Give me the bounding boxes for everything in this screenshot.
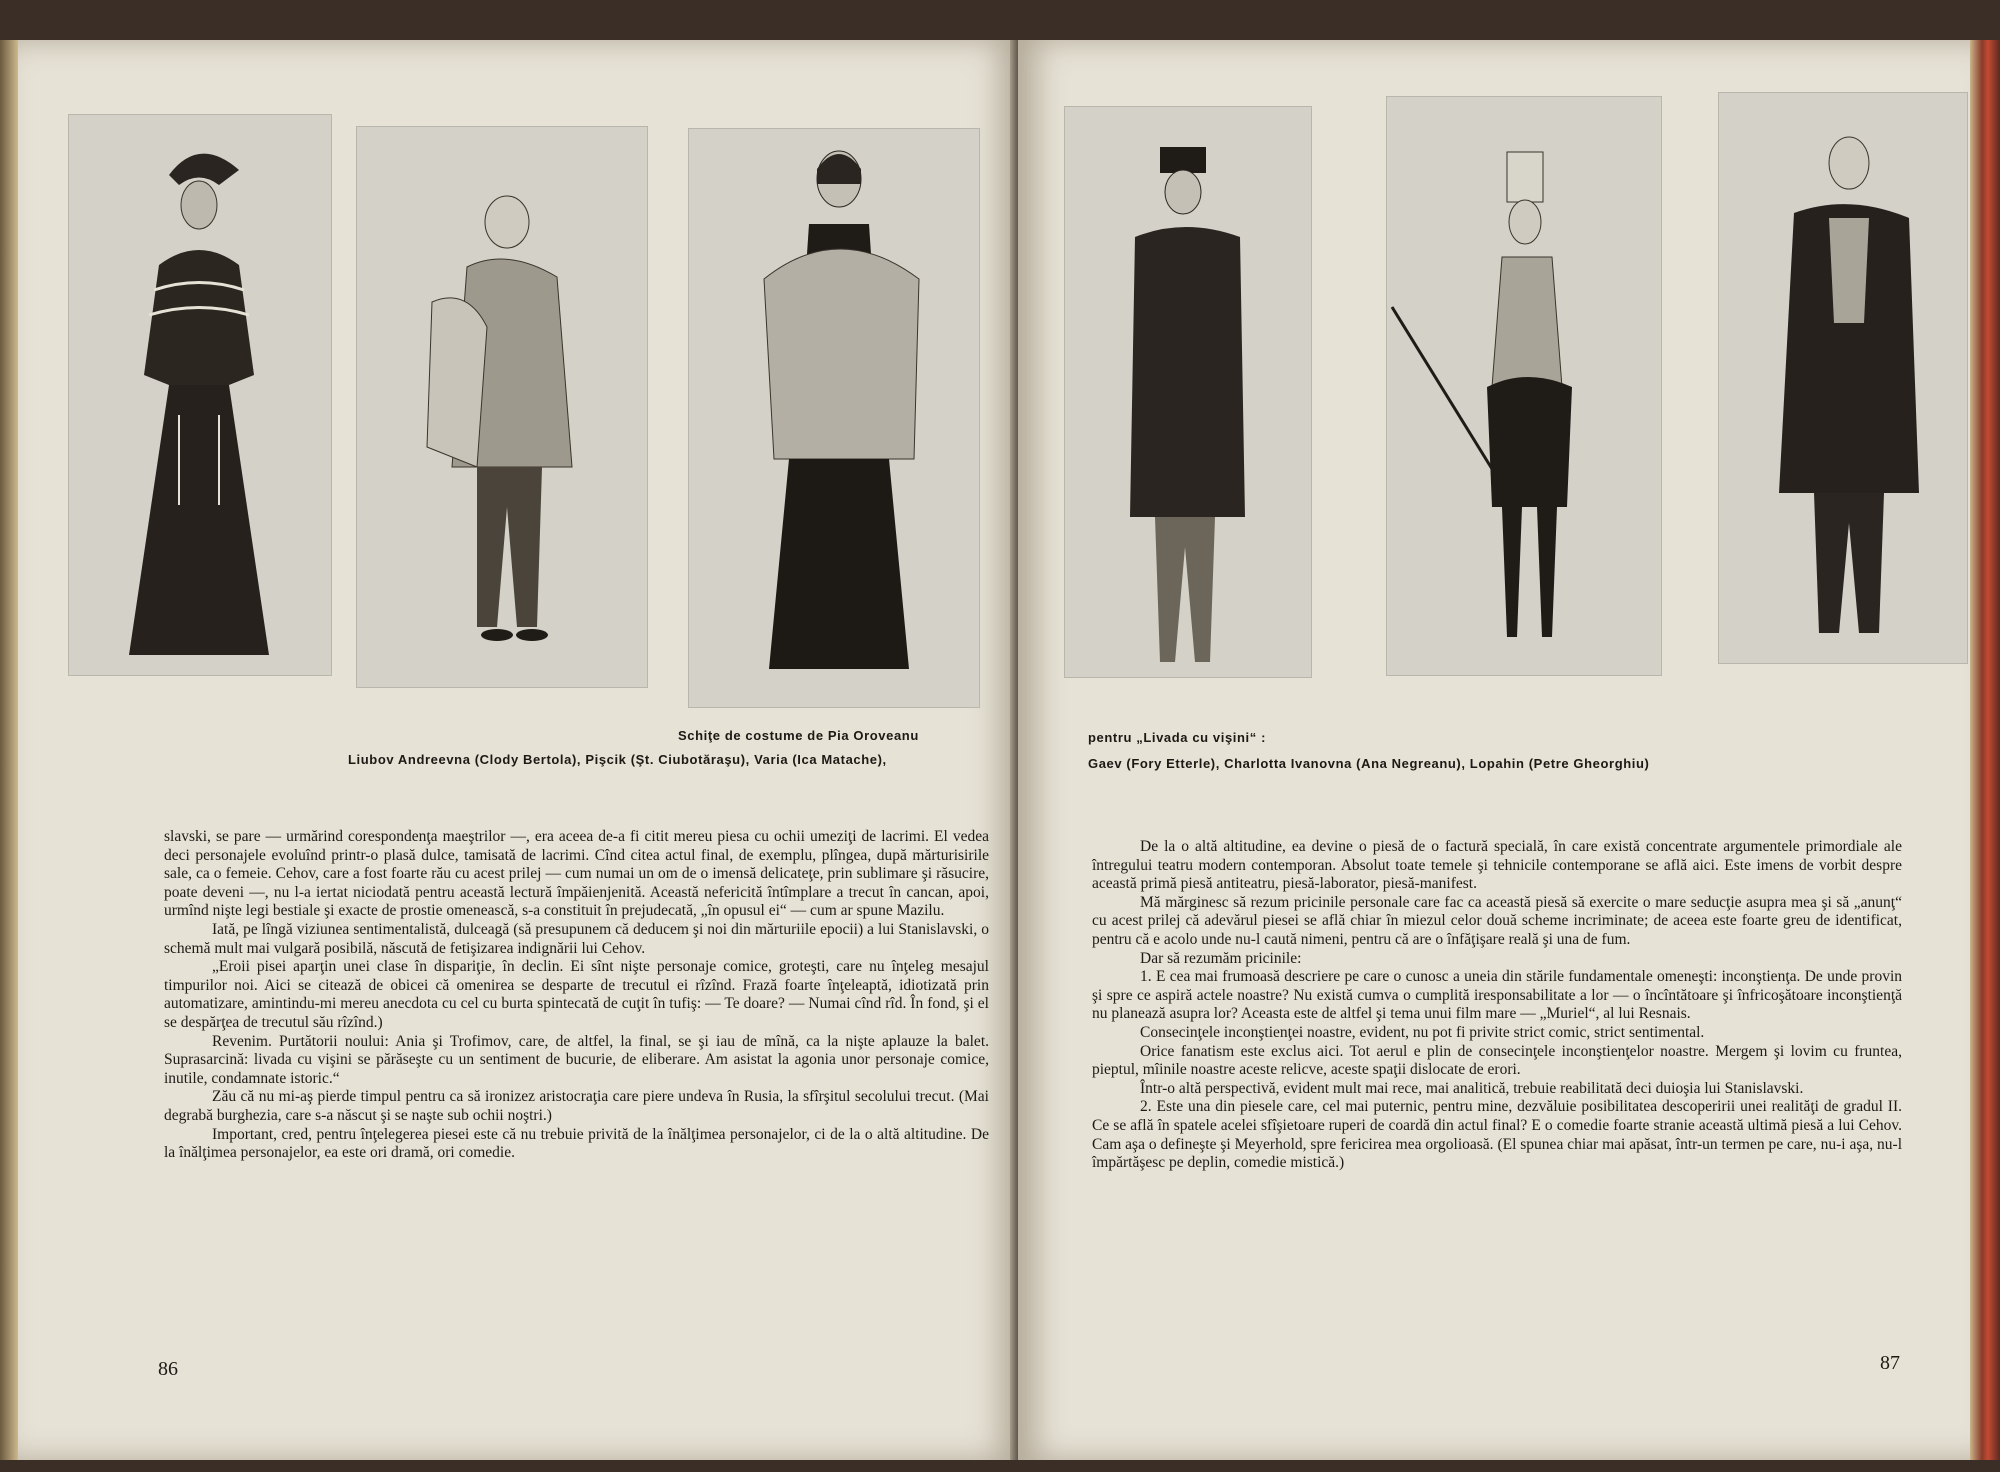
caption-line-2: Gaev (Fory Etterle), Charlotta Ivanovna (Ana Negreanu), Lopahin (Petre Gheorghiu): [1088, 756, 1650, 771]
right-page: [1018, 40, 1978, 1460]
paragraph: Mă mărginesc să rezum pricinile personale care fac ca această piesă să exercite o mare seducţie asupra mea şi să „anunţ“ cu acest prilej că adevărul piesei se află chiar în miezul celor două scheme incriminate; de aceea este foarte greu de identificat, pentru că e acolo unde nu-l caută nimeni, pentru că are o înfăţişare reală şi una de fum.: [1092, 893, 1902, 948]
caption-line-1: pentru „Livada cu vişini“ :: [1088, 730, 1267, 745]
costume-sketch-piscik: [356, 126, 648, 688]
paragraph: Revenim. Purtătorii noului: Ania şi Trofimov, care, de altfel, la final, se şi iau de mînă, ca la nişte aplauze la balet. Suprasarcină: livada cu vişini se părăseşte cu un sentiment de bucurie, de eliberare. Am asistat la agonia unor personaje comice, inutile, condamnate istoric.“: [164, 1032, 989, 1087]
page-number: 87: [1880, 1352, 1900, 1374]
costume-sketch-charlotta-ivanovna: [1386, 96, 1662, 676]
right-text-column: [1092, 838, 1902, 1173]
paragraph: 2. Este una din piesele care, cel mai puternic, pentru mine, dezvăluie posibilitatea descoperirii unei realităţi de gradul II. Ce se află în spatele acelei sfîşietoare ruperi de coardă din actul final? E o comedie foarte stranie această ultimă piesă a lui Cehov. Cam aşa o defineşte şi Meyerhold, spre fericirea mea orgolioasă. (El spunea chiar mai apăsat, într-un termen pe care, nu-i aşa, nu-l împărtăşesc pe deplin, comedie mistică.): [1092, 1098, 1902, 1172]
costume-sketch-varia: [688, 128, 980, 708]
paragraph: Dar să rezumăm pricinile:: [1140, 949, 1302, 967]
page-number: 86: [158, 1358, 178, 1380]
left-text-column: [164, 828, 989, 1163]
paragraph: 1. E cea mai frumoasă descriere pe care o cunosc a uneia din stările fundamentale omeneşti: inconştienţa. De unde provin şi spre ce aspiră actele noastre? Nu există cumva o cumplită iresponsabilitate a lor — o încîntătoare şi înfricoşătoare inconştienţă nu planează asupra lor? Aceasta este de altfel şi tema unui film mare — „Muriel“, al lui Resnais.: [1092, 968, 1902, 1023]
book-edge-right: [1970, 40, 2000, 1460]
costume-sketch-gaev: [1064, 106, 1312, 678]
paragraph: De la o altă altitudine, ea devine o piesă de o factură specială, în care există concentrate argumentele primordiale ale întregului teatru modern contemporan. Absolut toate temele şi tehnicile contemporane se află aici. Este imens de vorbit despre această primă piesă antiteatru, piesă-laborator, piesă-manifest.: [1092, 838, 1902, 893]
paragraph: Important, cred, pentru înţelegerea piesei este că nu trebuie privită de la înălţimea personajelor, ci de la o altă altitudine. De la înălţimea personajelor, ea este ori dramă, ori comedie.: [164, 1125, 989, 1162]
paragraph: Într-o altă perspectivă, evident mult mai rece, mai analitică, trebuie reabilitată deci duioşia lui Stanislavski.: [1140, 1079, 1804, 1097]
caption-line-1: Schiţe de costume de Pia Oroveanu: [678, 728, 919, 743]
paragraph: Orice fanatism este exclus aici. Tot aerul e plin de consecinţele inconştienţelor noastre. Mergem şi lovim cu fruntea, pieptul, mîinile noastre aceste relicve, aceste spaţii dislocate de erori.: [1092, 1042, 1902, 1079]
paragraph: Consecinţele inconştienţei noastre, evident, nu pot fi privite strict comic, strict sentimental.: [1140, 1023, 1705, 1041]
book-edge-left: [0, 40, 18, 1460]
costume-sketch-liubov-andreevna: [68, 114, 332, 676]
paragraph: Iată, pe lîngă viziunea sentimentalistă, dulceagă (să presupunem că deducem şi noi din mărturiile epocii) a lui Stanislavski, o schemă mult mai vulgară posibilă, născută de fetişizarea indignării lui Cehov.: [164, 920, 989, 957]
paragraph: slavski, se pare — urmărind corespondenţa maeştrilor —, era aceea de-a fi citit mereu piesa cu ochii umeziţi de lacrimi. El vedea deci personajele evoluînd printr-o plasă dulce, tamisată de lacrimi. Cînd citea actul final, de exemplu, plîngea, după mărturisirile sale, ca o femeie. Cehov, care a fost foarte rău cu acest prilej — cum numai un om de o imensă delicateţe, prin sublimare şi răsucire, poate deveni —, nu l-a iertat niciodată pentru această lectură împăienjenită. Această nefericită întîmplare a trecut în cancan, apoi, urmînd nişte legi bestiale şi exacte de prostie omenească, s-a constituit în prejudecată, „în opusul ei“ — cum ar spune Mazilu.: [164, 828, 989, 920]
paragraph: „Eroii pisei aparţin unei clase în dispariţie, în declin. Ei sînt nişte personaje comice, groteşti, care nu înţeleg mesajul timpurilor noi. Aici se citează de obicei că omenirea se desparte de trecutul ei rîzînd. Frază foarte înţeleaptă, idiotizată prin automatizare, amintindu-mi mereu anecdota cu cel cu burta spintecată de cuţit în tufiş: — Te doare? — Numai cînd rîd. În fond, şi el se despărţea de trecutul său rîzînd.): [164, 958, 989, 1031]
costume-sketch-lopahin: [1718, 92, 1968, 664]
caption-line-2: Liubov Andreevna (Clody Bertola), Pişcik (Şt. Ciubotăraşu), Varia (Ica Matache),: [348, 752, 887, 767]
left-page: [18, 40, 1018, 1460]
paragraph: Zău că nu mi-aş pierde timpul pentru ca să ironizez aristocraţia care piere undeva în Rusia, la sfîrşitul secolului trecut. (Mai degrabă burghezia, care s-a născut şi se naşte sub ochii noştri.): [164, 1088, 989, 1124]
